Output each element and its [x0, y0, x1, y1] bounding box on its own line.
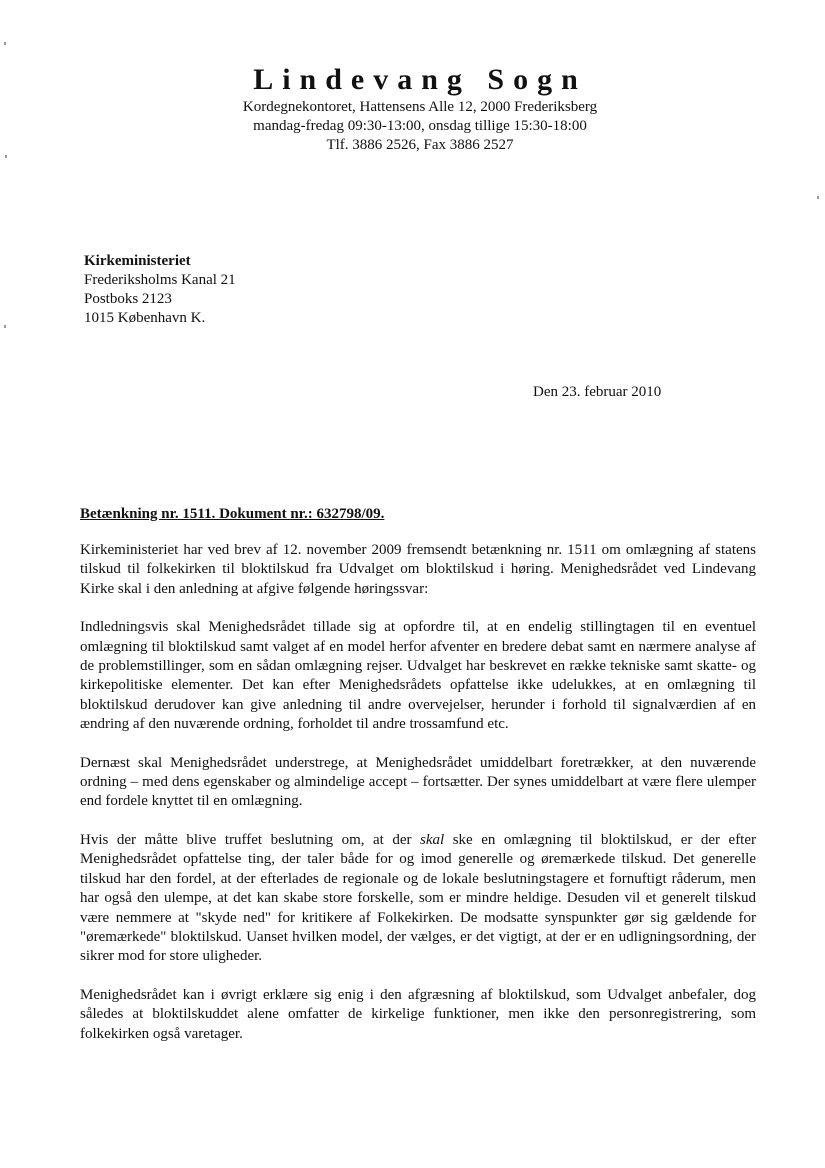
- subject-line: Betænkning nr. 1511. Dokument nr.: 632798/09.: [80, 506, 385, 522]
- paragraph-4-emphasis: skal: [420, 831, 445, 848]
- recipient-address: [84, 252, 236, 328]
- paragraph-4: [80, 831, 756, 967]
- scan-speck: [817, 196, 819, 199]
- paragraph-4-start: Hvis der måtte blive truffet beslutning om, at der: [80, 831, 421, 848]
- paragraph-4-rest: ske en omlægning til bloktilskud, er der efter Menighedsrådet opfattelse ting, der taler både for og imod generelle og øremærkede tilskud. Det generelle tilskud har den fordel, at der efterlades de regionale og de lokale beslutningstagere et fornuftigt råderum, men har også den ulempe, at det kan skabe store forskelle, som er mindre heldige. Desuden vil et generelt tilskud være nemmere at "skyde ned" for kritikere af Folkekirken. De modsatte synspunkter gør sig gældende for "øremærkede" bloktilskud. Uanset hvilken model, der vælges, er det vigtigt, at der er en udligningsordning, der sikrer mod for store uligheder.: [80, 831, 757, 965]
- office-hours: mandag-fredag 09:30-13:00, onsdag tillige 15:30-18:00: [253, 118, 587, 134]
- letter-body: [80, 541, 756, 1063]
- recipient-city: 1015 København K.: [84, 310, 206, 326]
- recipient-pobox: Postboks 2123: [84, 291, 172, 307]
- recipient-street: Frederiksholms Kanal 21: [84, 272, 236, 288]
- scan-speck: [4, 325, 6, 328]
- paragraph-1: Kirkeministeriet har ved brev af 12. november 2009 fremsendt betænkning nr. 1511 om omlægning af statens tilskud til folkekirken til bloktilskud fra Udvalget om bloktilskud i høring. Menighedsrådet ved Lindevang Kirke skal i den anledning at afgive følgende høringssvar:: [80, 542, 756, 597]
- paragraph-2: Indledningsvis skal Menighedsrådet tillade sig at opfordre til, at en endelig stillingtagen til en eventuel omlægning til bloktilskud samt valget af en model herfor afventer en bredere debat samt en nærmere analyse af de problemstillinger, som en sådan omlægning rejser. Udvalget har beskrevet en række tekniske samt skatte- og kirkepolitiske elementer. Det kan efter Menighedsrådets opfattelse ikke udelukkes, at en omlægning til bloktilskud derudover kan give anledning til andre overvejelser, herunder i forhold til signalværdien af en ændring af den nuværende ordning, forholdet til andre trossamfund etc.: [80, 619, 756, 733]
- paragraph-5: Menighedsrådet kan i øvrigt erklære sig enig i den afgræsning af bloktilskud, som Udvalget anbefaler, dog således at bloktilskuddet alene omfatter de kirkelige funktioner, men ikke den personregistrering, som folkekirken også varetager.: [80, 986, 756, 1042]
- recipient-name: Kirkeministeriet: [84, 253, 191, 269]
- office-address: Kordegnekontoret, Hattensens Alle 12, 2000 Frederiksberg: [242, 99, 598, 115]
- letter-date: Den 23. februar 2010: [533, 384, 662, 400]
- letterhead: [0, 62, 825, 155]
- scan-speck: [5, 155, 7, 158]
- organization-name: Lindevang Sogn: [253, 63, 587, 96]
- phone-fax: Tlf. 3886 2526, Fax 3886 2527: [326, 137, 514, 153]
- paragraph-3: Dernæst skal Menighedsrådet understrege, at Menighedsrådet umiddelbart foretrækker, at den nuværende ordning – med dens egenskaber og almindelige accept – fortsætter. Der synes umiddelbart at være flere ulemper end fordele knyttet til en omlægning.: [80, 754, 756, 810]
- scan-speck: [4, 42, 6, 45]
